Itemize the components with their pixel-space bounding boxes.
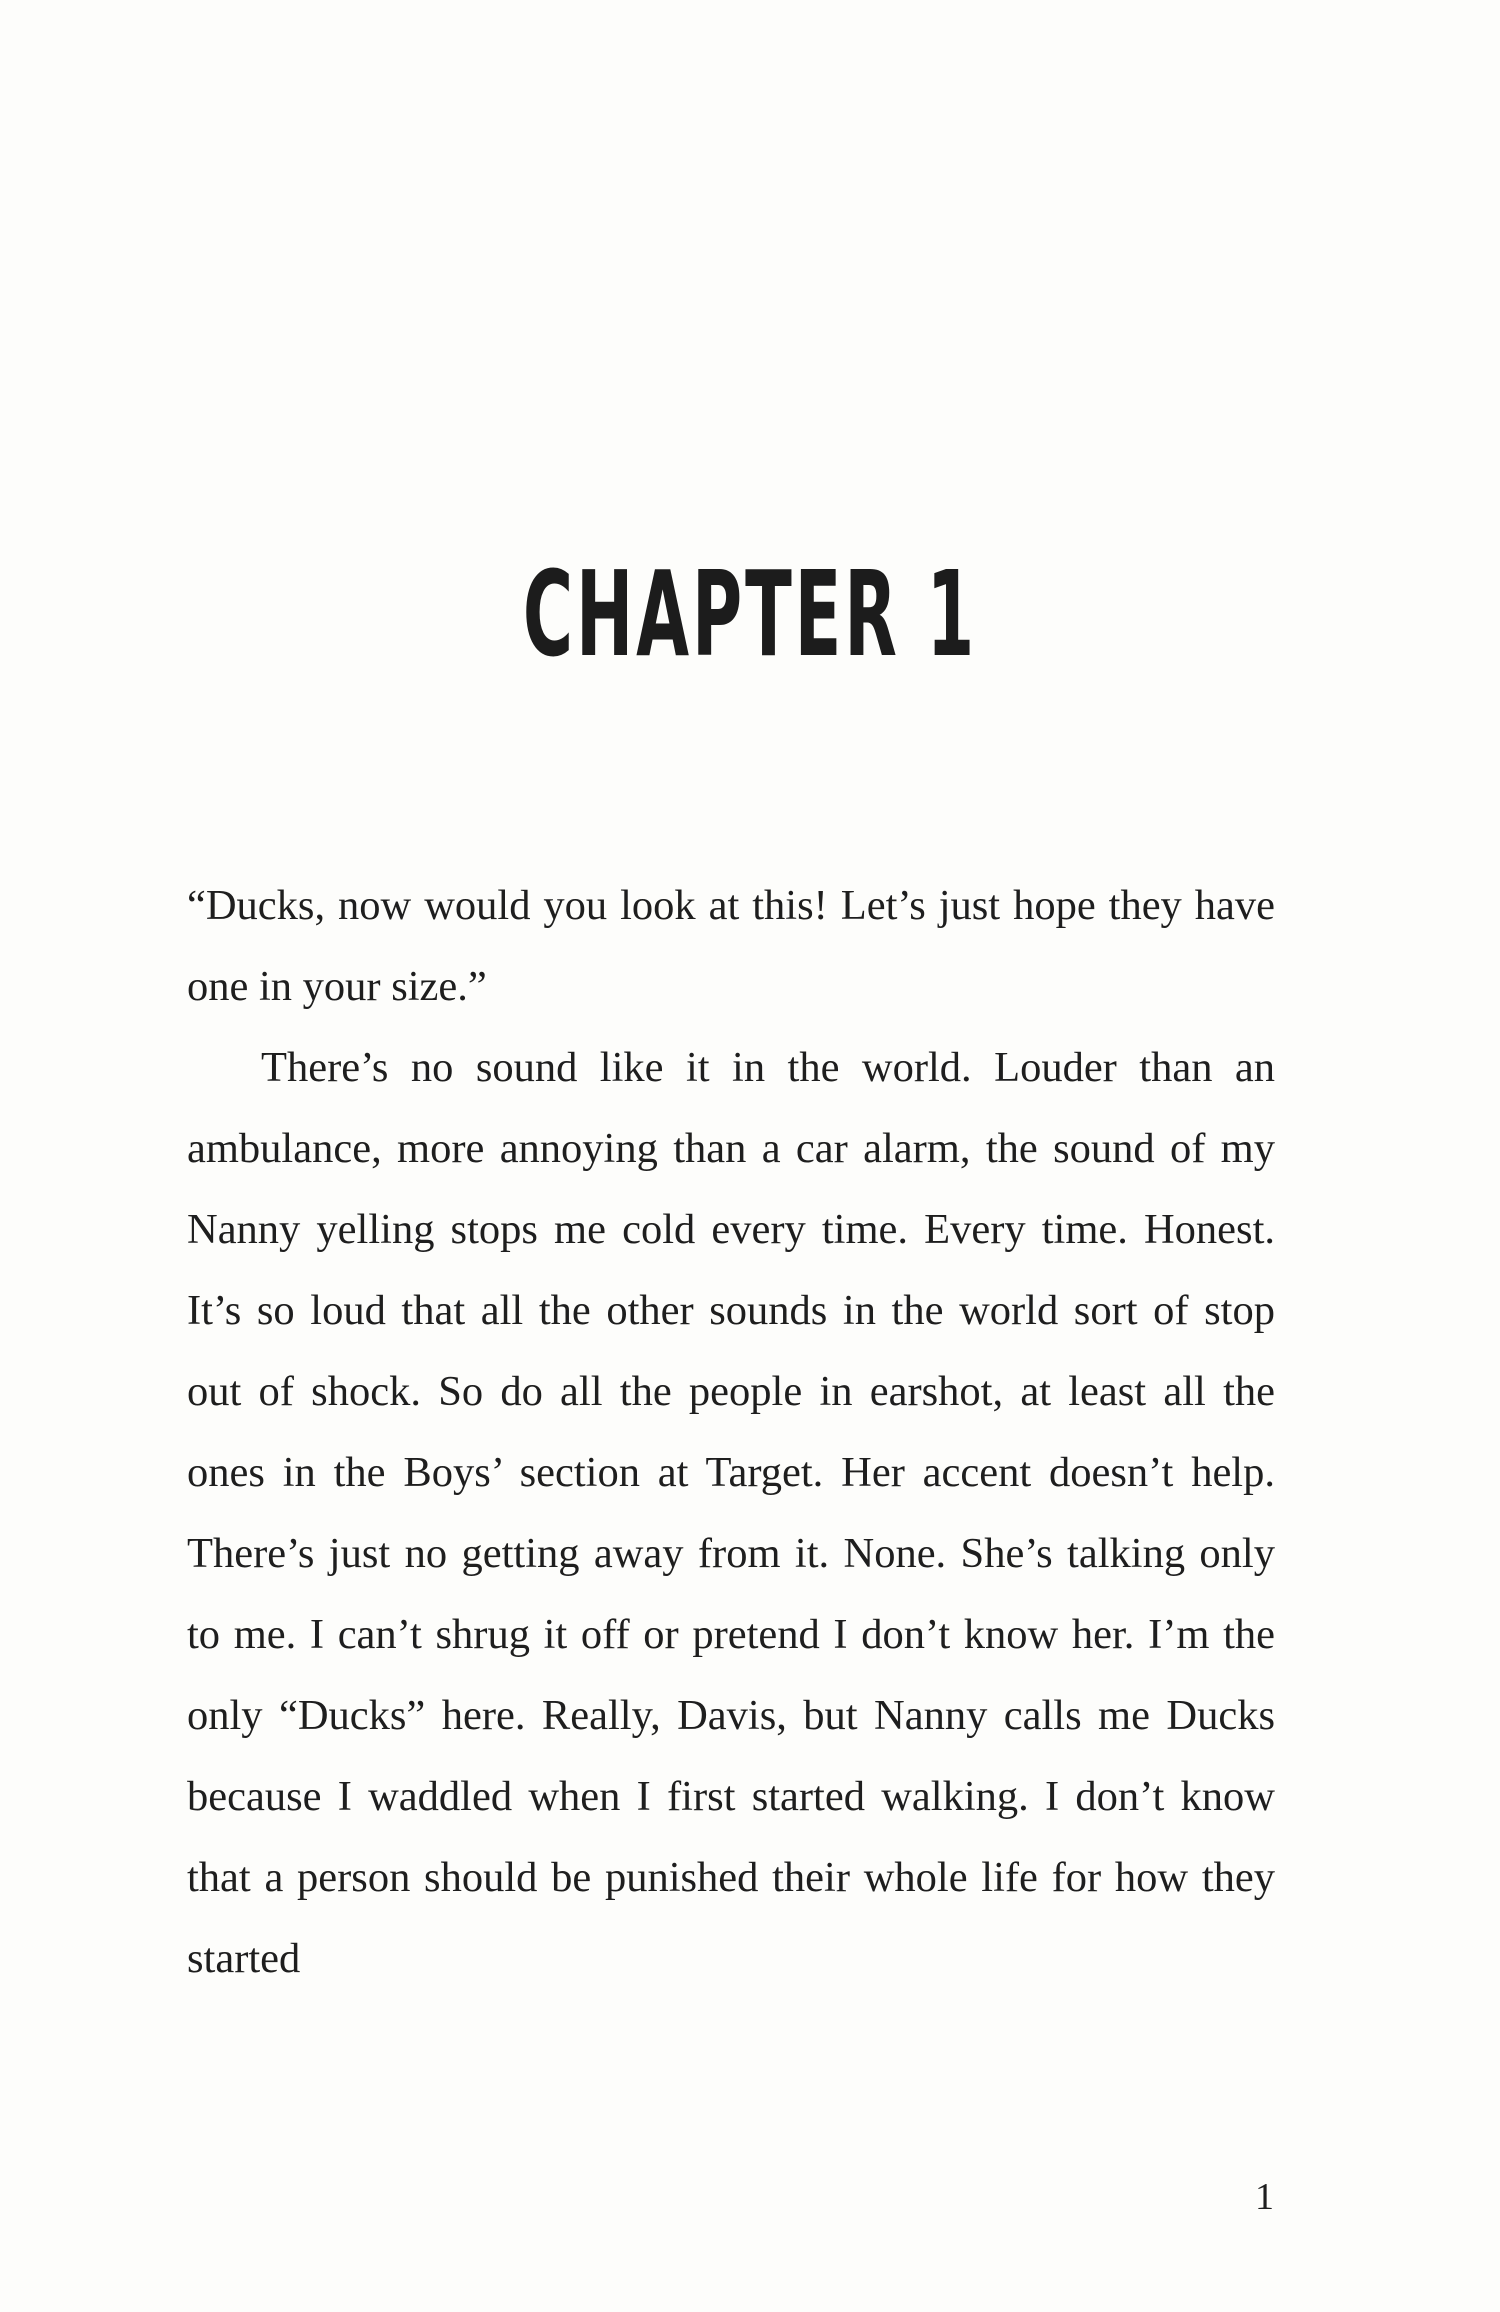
page-number: 1: [1255, 2176, 1274, 2218]
chapter-body: [187, 865, 1275, 1999]
paragraph-1: “Ducks, now would you look at this! Let’s just hope they have one in your size.”: [187, 882, 1275, 1010]
paragraph-2: There’s no sound like it in the world. Louder than an ambulance, more annoying than a car alarm, the sound of my Nanny yelling stops me cold every time. Every time. Honest. It’s so loud that all the other sounds in the world sort of stop out of shock. So do all the people in earshot, at least all the ones in the Boys’ section at Target. Her accent doesn’t help. There’s just no getting away from it. None. She’s talking only to me. I can’t shrug it off or pretend I don’t know her. I’m the only “Ducks” here. Really, Davis, but Nanny calls me Ducks because I waddled when I first started walking. I don’t know that a person should be punished their whole life for how they started: [187, 1044, 1275, 1982]
chapter-heading: CHAPTER 1: [522, 545, 978, 683]
